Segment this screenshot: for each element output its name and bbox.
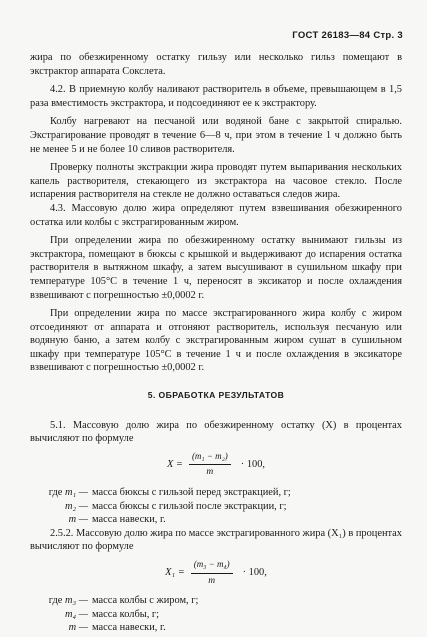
definition-text: масса навески, г. (92, 622, 166, 634)
formula-1-denominator: m (206, 467, 214, 478)
definition-row (30, 513, 402, 527)
definition-symbol: где m₃ — (48, 595, 88, 607)
definition-symbol: m — (68, 514, 88, 526)
formula-1-rhs: · 100, (240, 459, 266, 471)
page-header: ГОСТ 26183—84 Стр. 3 (292, 30, 403, 41)
definition-text: масса бюксы с гильзой перед экстракцией, г; (92, 487, 291, 499)
definition-text: масса бюксы с гильзой после экстракции, г; (92, 500, 287, 512)
paragraph-residue-method: При определении жира по обезжиренному остатку вынимают гильзы из экстрактора, помещают в бюксы с крышкой и выдерживают до испарения остатка растворителя в вытяжном шкафу, а затем высушивают в сушильном шкафу при температуре 105°С в течение 1 ч, переносят в эксикатор и после охлаждения взвешивают с погрешностью ±0,0002 г. (30, 235, 402, 301)
paragraph-4-3: 4.3. Массовую долю жира определяют путем взвешивания обезжиренного остатка или колбы с экстрагированным жиром. (30, 202, 402, 228)
definition-row (30, 621, 402, 635)
formula-1-fraction (189, 450, 231, 480)
paragraph-extracted-method: При определении жира по массе экстрагированного жира колбу с жиром отсоединяют от аппарата и отгоняют растворитель, используя песчаную или водяную баню, а затем колбу с экстрагированным жиром сушат в сушильном шкафу при температуре 105°С в течение 1 ч и после охлаждения в эксикаторе взвешивают с погрешностью ±0,0002 г. (30, 308, 402, 374)
definition-symbol: m — (68, 622, 88, 634)
definitions-2 (30, 594, 402, 635)
definition-text: масса колбы с жиром, г; (92, 595, 199, 607)
formula-2 (30, 558, 402, 588)
formula-1-lhs: X = (166, 459, 183, 471)
formula-2-fraction (191, 558, 233, 588)
definition-symbol: m₂ — (65, 500, 88, 512)
definition-text: масса навески, г. (92, 514, 166, 526)
formula-2-numerator: (m₃ − m₄) (191, 558, 233, 574)
definition-row (30, 608, 402, 622)
document-body (30, 51, 402, 635)
formula-1 (30, 450, 402, 480)
section-title: 5. ОБРАБОТКА РЕЗУЛЬТАТОВ (147, 390, 285, 401)
definition-symbol: m₄ — (65, 608, 88, 620)
definition-row (30, 486, 402, 500)
definition-symbol: где m₁ — (48, 487, 88, 499)
formula-2-rhs: · 100, (242, 567, 267, 579)
paragraph-1: жира по обезжиренному остатку гильзу или несколько гильз помещают в экстрактор аппарата Сокслета. (30, 52, 402, 77)
definition-text: масса колбы, г; (92, 608, 160, 620)
definition-row (30, 594, 402, 608)
definitions-1 (30, 486, 402, 527)
definition-row (30, 500, 402, 514)
paragraph-4-2: 4.2. В приемную колбу наливают растворитель в объеме, превышающем в 1,5 раза вместимость экстрактора, и подсоединяют ее к экстрактору. (30, 84, 402, 109)
paragraph-2-5-2: 2.5.2. Массовую долю жира по массе экстрагированного жира (X₁) в процентах вычисляют по формуле (30, 527, 402, 553)
paragraph-heating: Колбу нагревают на песчаной или водяной бане с закрытой спиралью. Экстрагирование проводят в течение 6—8 ч, при этом в течение 1 ч должно быть не менее 5 и не более 10 сливов растворителя. (30, 116, 402, 155)
formula-2-denominator: m (208, 575, 216, 586)
formula-1-numerator: (m₁ − m₂) (189, 450, 231, 466)
paragraph-5-1: 5.1. Массовую долю жира по обезжиренному остатку (X) в процентах вычисляют по формуле (30, 419, 402, 445)
formula-2-lhs: X₁ = (165, 567, 185, 579)
paragraph-completeness: Проверку полноты экстракции жира проводят путем выпаривания нескольких капель растворителя, стекающего из экстрактора на часовое стекло. После испарения растворителя на стекле не должно оставаться следов жира. (30, 162, 402, 201)
